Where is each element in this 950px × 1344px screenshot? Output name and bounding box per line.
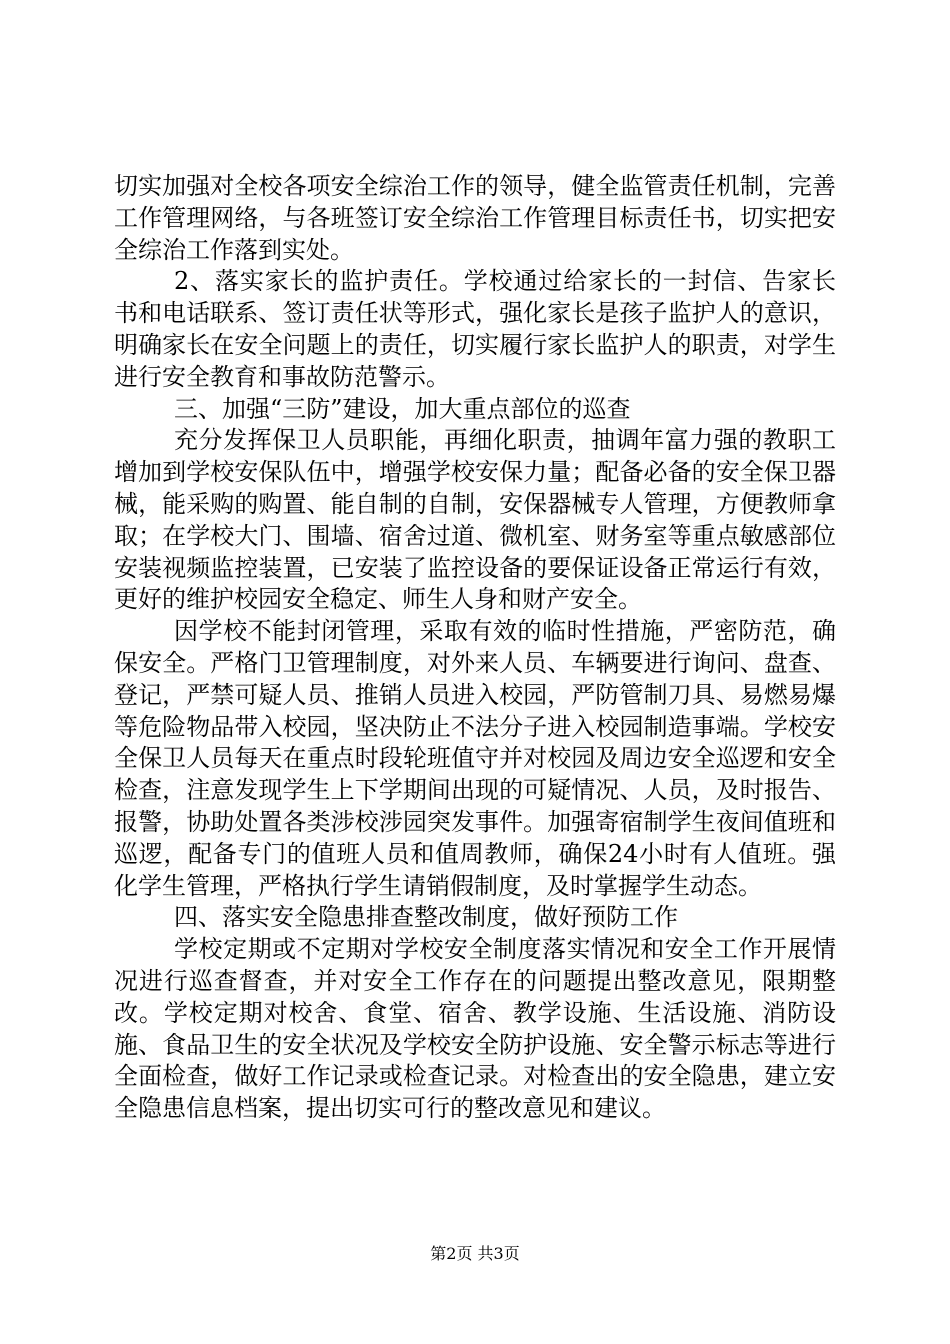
section-heading-four: 四、落实安全隐患排查整改制度，做好预防工作 (174, 903, 678, 932)
paragraph-hazard-inspection: 学校定期或不定期对学校安全制度落实情况和安全工作开展情况进行巡查督查，并对安全工作存在的问题提出整改意见，限期整改。学校定期对校舍、食堂、宿舍、教学设施、生活设施、消防设施、食品卫生的安全状况及学校安全防护设施、安全警示标志等进行全面检查，做好工作记录或检查记录。对检查出的安全隐患，建立安全隐患信息档案，提出切实可行的整改意见和建议。 (114, 935, 836, 1123)
paragraph-continuation: 切实加强对全校各项安全综治工作的领导，健全监管责任机制，完善工作管理网络，与各班签订安全综治工作管理目标责任书，切实把安全综治工作落到实处。 (114, 172, 836, 264)
paragraph-parent-responsibility: 2、落实家长的监护责任。学校通过给家长的一封信、告家长书和电话联系、签订责任状等形式，强化家长是孩子监护人的意识，明确家长在安全问题上的责任，切实履行家长监护人的职责，对学生进行安全教育和事故防范警示。 (114, 267, 836, 391)
section-heading-three: 三、加强“三防”建设，加大重点部位的巡查 (174, 394, 631, 423)
paragraph-security-staff: 充分发挥保卫人员职能，再细化职责，抽调年富力强的教职工增加到学校安保队伍中，增强学校安保力量；配备必备的安全保卫器械，能采购的购置、能自制的自制，安保器械专人管理，方便教师拿取；在学校大门、围墙、宿舍过道、微机室、财务室等重点敏感部位安装视频监控装置，已安装了监控设备的要保证设备正常运行有效，更好的维护校园安全稳定、师生人身和财产安全。 (114, 426, 836, 614)
document-body (114, 171, 836, 1125)
page-footer: 第2页 共3页 (430, 1244, 520, 1263)
paragraph-temporary-measures: 因学校不能封闭管理，采取有效的临时性措施，严密防范，确保安全。严格门卫管理制度，对外来人员、车辆要进行询问、盘查、登记，严禁可疑人员、推销人员进入校园，严防管制刀具、易燃易爆等危险物品带入校园，坚决防止不法分子进入校园制造事端。学校安全保卫人员每天在重点时段轮班值守并对校园及周边安全巡逻和安全检查，注意发现学生上下学期间出现的可疑情况、人员，及时报告、报警，协助处置各类涉校涉园突发事件。加强寄宿制学生夜间值班和巡逻，配备专门的值班人员和值周教师，确保24小时有人值班。强化学生管理，严格执行学生请销假制度，及时掌握学生动态。 (114, 617, 836, 900)
